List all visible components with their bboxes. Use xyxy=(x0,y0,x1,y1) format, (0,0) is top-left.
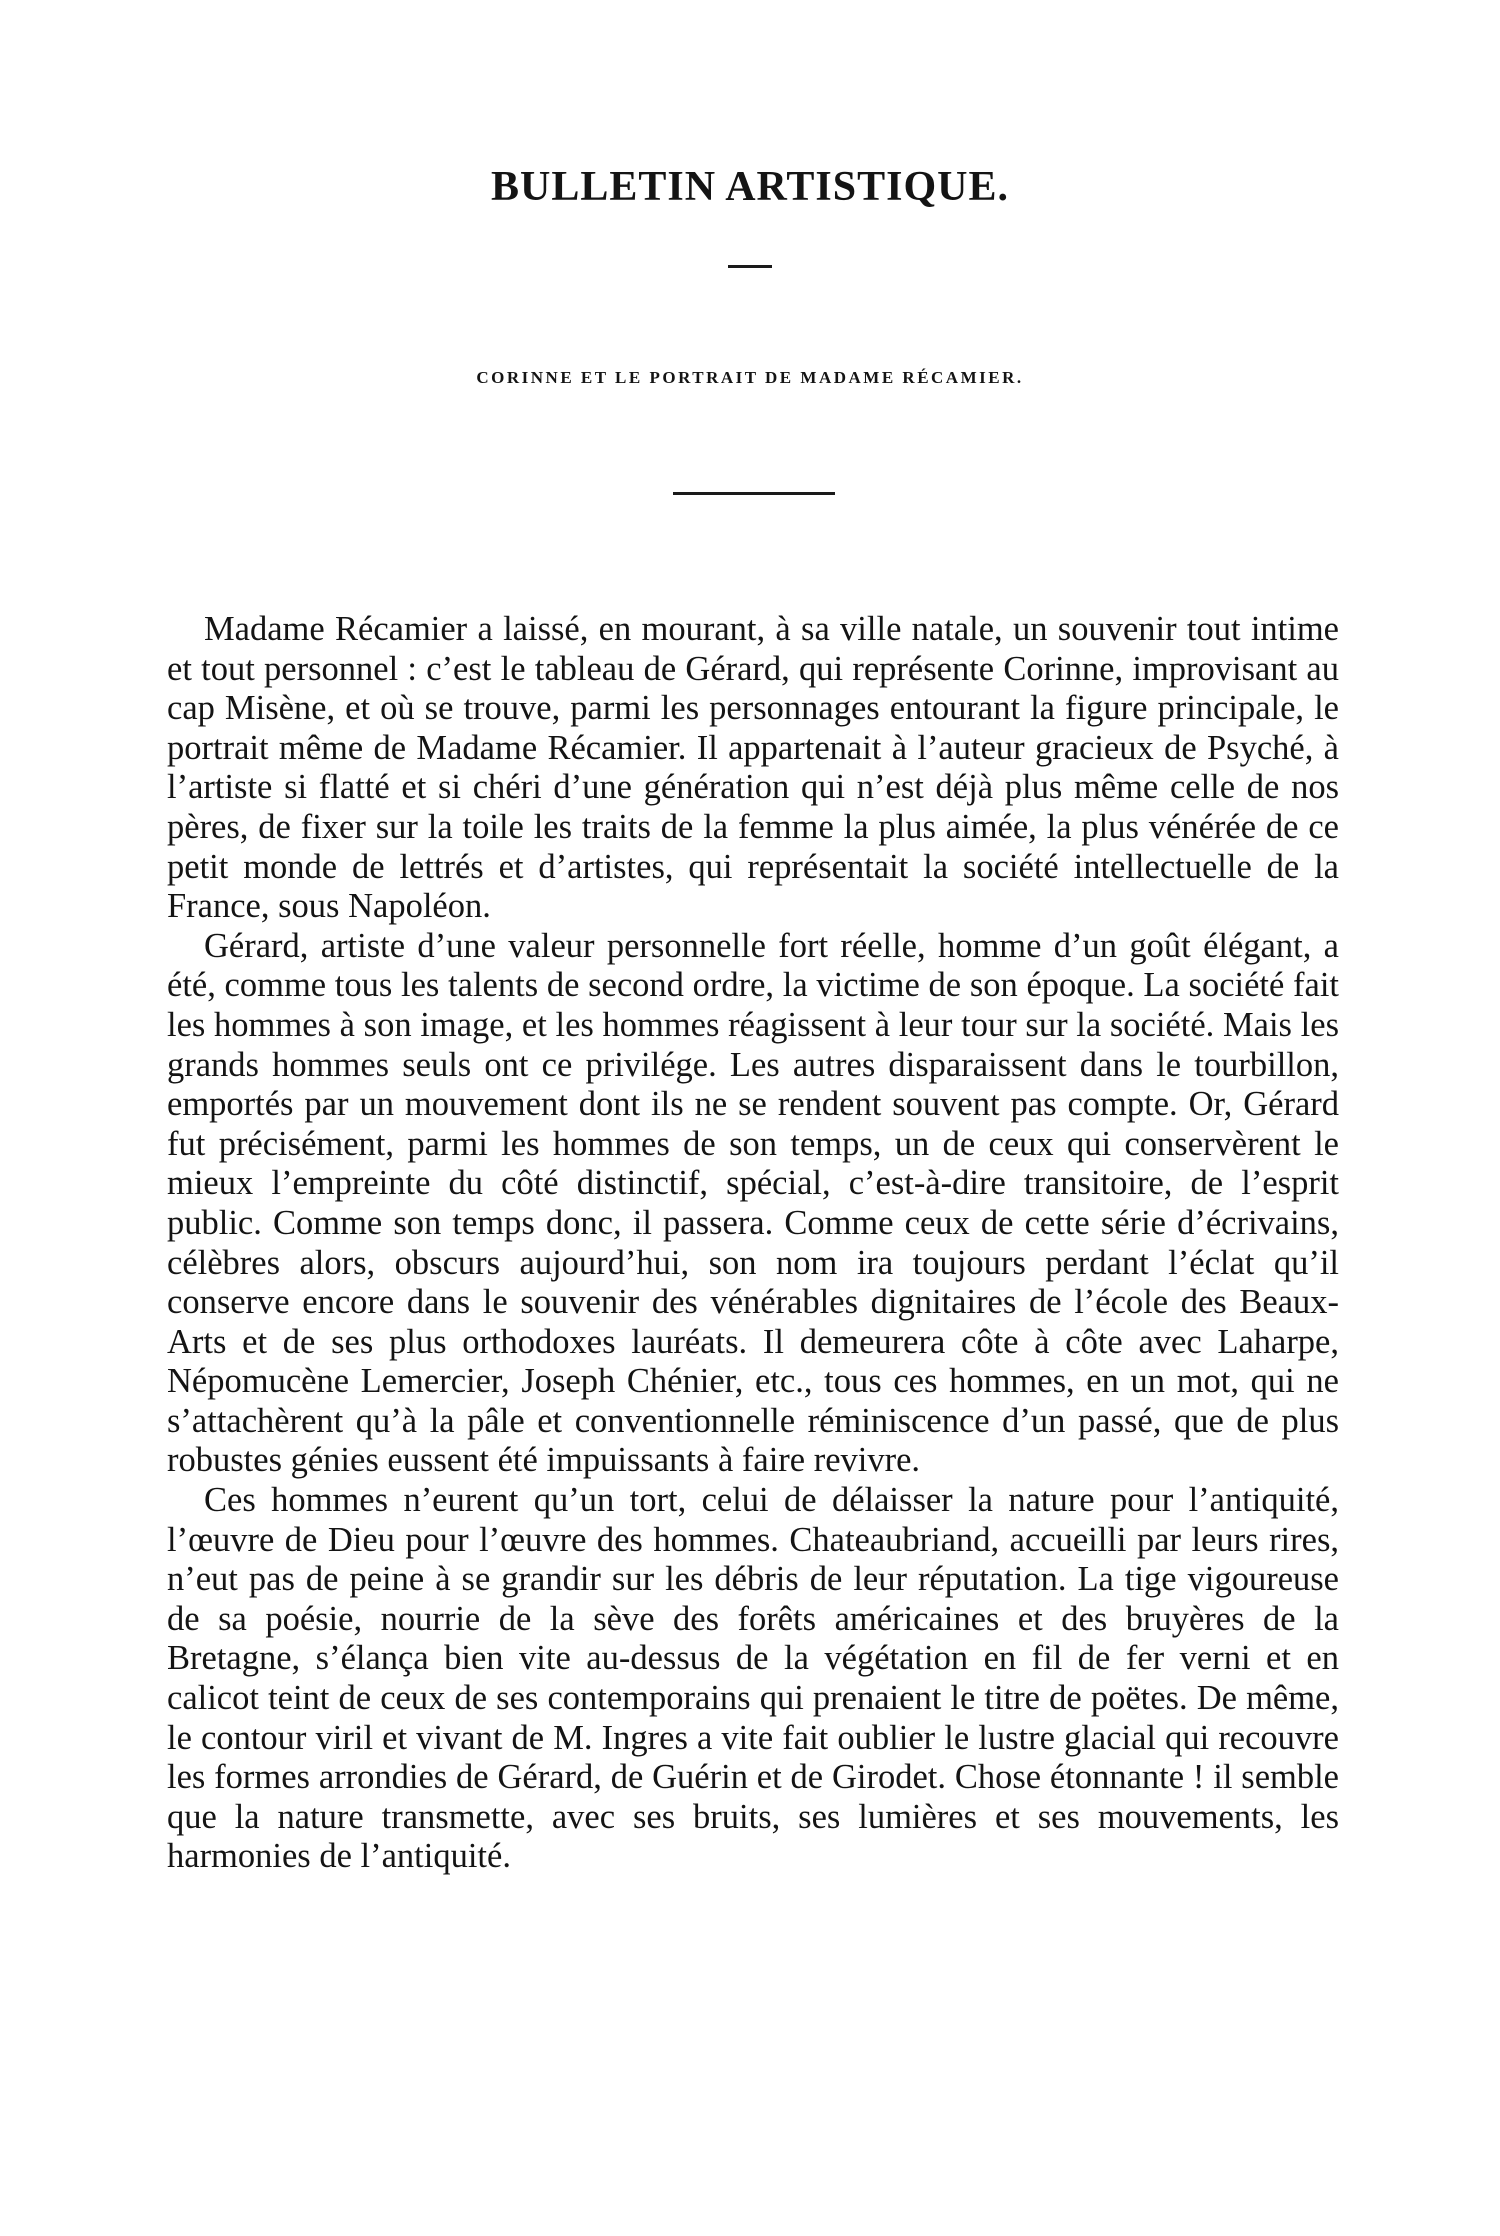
article-body xyxy=(167,610,1339,1877)
subtitle-divider xyxy=(673,492,835,495)
paragraph-3: Ces hommes n’eurent qu’un tort, celui de délaisser la nature pour l’antiquité, l’œuvre de Dieu pour l’œuvre des hommes. Chateaubriand, accueilli par leurs rires, n’eut pas de peine à se grandir sur les débris de leur réputation. La tige vigoureuse de sa poésie, nourrie de la sève des forêts américaines et des bruyères de la Bretagne, s’élança bien vite au-dessus de la végétation en fil de fer verni et en calicot teint de ceux de ses contemporains qui prenaient le titre de poëtes. De même, le contour viril et vivant de M. Ingres a vite fait oublier le lustre glacial qui recouvre les formes arrondies de Gérard, de Guérin et de Girodet. Chose étonnante ! il semble que la nature transmette, avec ses bruits, ses lumières et ses mouvements, les harmonies de l’antiquité. xyxy=(167,1481,1339,1876)
article-subtitle: CORINNE ET LE PORTRAIT DE MADAME RÉCAMIER. xyxy=(476,368,1024,387)
paragraph-1: Madame Récamier a laissé, en mourant, à sa ville natale, un souvenir tout intime et tout personnel : c’est le tableau de Gérard, qui représente Corinne, improvisant au cap Misène, et où se trouve, parmi les personnages entourant la figure principale, le portrait même de Madame Récamier. Il appartenait à l’auteur gracieux de Psyché, à l’artiste si flatté et si chéri d’une génération qui n’est déjà plus même celle de nos pères, de fixer sur la toile les traits de la femme la plus aimée, la plus vénérée de ce petit monde de lettrés et d’artistes, qui représentait la société intellectuelle de la France, sous Napoléon. xyxy=(167,610,1339,926)
title-divider xyxy=(728,265,772,268)
paragraph-2: Gérard, artiste d’une valeur personnelle fort réelle, homme d’un goût élégant, a été, comme tous les talents de second ordre, la victime de son époque. La société fait les hommes à son image, et les hommes réagissent à leur tour sur la société. Mais les grands hommes seuls ont ce privilége. Les autres disparaissent dans le tourbillon, emportés par un mouvement dont ils ne se rendent souvent pas compte. Or, Gérard fut précisément, parmi les hommes de son temps, un de ceux qui conservèrent le mieux l’empreinte du côté distinctif, spécial, c’est-à-dire transitoire, de l’esprit public. Comme son temps donc, il passera. Comme ceux de cette série d’écrivains, célèbres alors, obscurs aujourd’hui, son nom ira toujours perdant l’éclat qu’il conserve encore dans le souvenir des vénérables dignitaires de l’école des Beaux-Arts et de ses plus orthodoxes lauréats. Il demeurera côte à côte avec Laharpe, Népomucène Lemercier, Joseph Chénier, etc., tous ces hommes, en un mot, qui ne s’attachèrent qu’à la pâle et conventionnelle réminiscence d’un passé, que de plus robustes génies eussent été impuissants à faire revivre. xyxy=(167,926,1339,1480)
page-title: BULLETIN ARTISTIQUE. xyxy=(490,164,1010,210)
